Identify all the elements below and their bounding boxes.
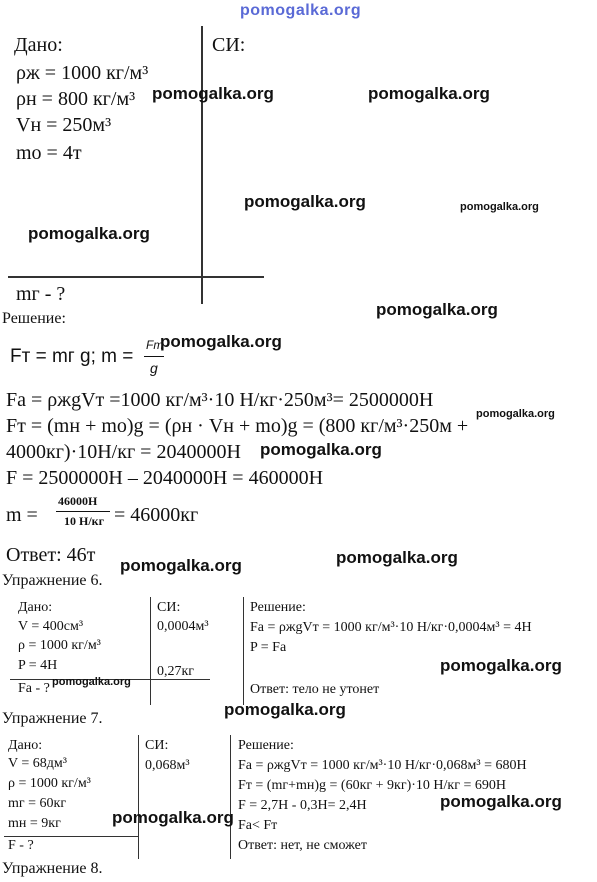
ex7-si-label: СИ:: [145, 738, 169, 753]
ex7-title: Упражнение 7.: [2, 710, 103, 727]
ex7-given-4: mн = 9кг: [8, 816, 61, 831]
task1-formula-lhs: Fт = mг g; m =: [10, 346, 134, 367]
ex7-solution-2: Fт = (mг+mн)g = (60кг + 9кг)·10 Н/кг = 690Н: [238, 778, 506, 793]
ex7-solution-4: Fa< Fт: [238, 818, 278, 833]
watermark: pomogalka.org: [52, 676, 131, 688]
ex7-solution-label: Решение:: [238, 738, 294, 753]
watermark: pomogalka.org: [28, 224, 150, 243]
ex6-given-3: P = 4Н: [18, 658, 58, 673]
watermark: pomogalka.org: [112, 808, 234, 827]
ex7-given-1: V = 68дм³: [8, 756, 67, 771]
task1-vertical-divider: [201, 26, 203, 304]
task1-given-4: mо = 4т: [16, 142, 82, 164]
task1-m-lhs: m =: [6, 504, 38, 526]
ex8-title: Упражнение 8.: [2, 860, 103, 877]
ex6-si-1: 0,0004м³: [157, 619, 209, 634]
ex6-title: Упражнение 6.: [2, 572, 103, 589]
task1-formula-numerator: Fт: [146, 338, 164, 352]
task1-m-rhs: = 46000кг: [114, 504, 199, 526]
watermark: pomogalka.org: [440, 792, 562, 811]
task1-given-2: ρн = 800 кг/м³: [16, 88, 136, 110]
ex7-given-2: ρ = 1000 кг/м³: [8, 776, 91, 791]
ex6-answer: Ответ: тело не утонет: [250, 682, 380, 697]
task1-given-label: Дано:: [14, 34, 63, 56]
task1-m-numerator: 46000Н: [58, 494, 98, 508]
ex6-given-1: V = 400см³: [18, 619, 84, 634]
task1-formula-fraction-bar: [144, 356, 164, 357]
ex6-solution-1: Fa = ρжgVт = 1000 кг/м³·10 Н/кг·0,0004м³ = 4Н: [250, 620, 532, 635]
task1-solution-label: Решение:: [2, 310, 66, 327]
watermark: pomogalka.org: [244, 192, 366, 211]
watermark: pomogalka.org: [152, 84, 274, 103]
ex7-given-3: mг = 60кг: [8, 796, 67, 811]
ex6-si-2: 0,27кг: [157, 664, 195, 679]
watermark: pomogalka.org: [440, 656, 562, 675]
ex6-find: Fa - ?: [18, 681, 50, 696]
task1-find: mг - ?: [16, 283, 66, 305]
ex7-answer: Ответ: нет, не сможет: [238, 838, 368, 853]
task1-answer: Ответ: 46т: [6, 544, 96, 566]
ex6-solution-2: P = Fa: [250, 640, 287, 655]
ex6-solution-label: Решение:: [250, 600, 306, 615]
task1-formula-denominator: g: [150, 360, 158, 376]
watermark: pomogalka.org: [260, 440, 382, 459]
header-watermark: pomogalka.org: [240, 2, 362, 19]
task1-m-fraction-bar: [56, 511, 110, 512]
ex7-si-1: 0,068м³: [145, 758, 190, 773]
ex7-hline: [4, 836, 138, 837]
ex7-divider-2: [230, 735, 231, 859]
watermark: pomogalka.org: [160, 332, 282, 351]
watermark: pomogalka.org: [368, 84, 490, 103]
task1-line-3: 4000кг)·10Н/кг = 2040000Н: [6, 441, 241, 463]
watermark: pomogalka.org: [376, 300, 498, 319]
ex7-find: F - ?: [8, 838, 34, 853]
watermark: pomogalka.org: [460, 201, 539, 213]
task1-given-3: Vн = 250м³: [16, 114, 112, 136]
ex7-solution-3: F = 2,7Н - 0,3Н= 2,4Н: [238, 798, 367, 813]
ex6-divider-1: [150, 597, 151, 705]
watermark: pomogalka.org: [336, 548, 458, 567]
ex6-divider-2: [243, 597, 244, 705]
watermark: pomogalka.org: [224, 700, 346, 719]
task1-given-1: ρж = 1000 кг/м³: [16, 62, 149, 84]
ex6-si-label: СИ:: [157, 600, 181, 615]
ex6-given-label: Дано:: [18, 600, 53, 615]
task1-line-1: Fa = ρжgVт =1000 кг/м³·10 Н/кг·250м³= 2500000Н: [6, 389, 434, 411]
ex6-given-2: ρ = 1000 кг/м³: [18, 638, 101, 653]
task1-line-4: F = 2500000Н – 2040000Н = 460000Н: [6, 467, 324, 489]
ex7-solution-1: Fa = ρжgVт = 1000 кг/м³·10 Н/кг·0,068м³ = 680Н: [238, 758, 527, 773]
task1-si-label: СИ:: [212, 34, 246, 56]
task1-m-denominator: 10 Н/кг: [64, 514, 105, 528]
task1-line-2: Fт = (mн + mо)g = (ρн · Vн + mо)g = (800 кг/м³·250м +: [6, 415, 469, 437]
ex7-given-label: Дано:: [8, 738, 43, 753]
watermark: pomogalka.org: [476, 408, 555, 420]
task1-horizontal-divider: [8, 276, 264, 278]
ex7-divider-1: [138, 735, 139, 859]
watermark: pomogalka.org: [120, 556, 242, 575]
